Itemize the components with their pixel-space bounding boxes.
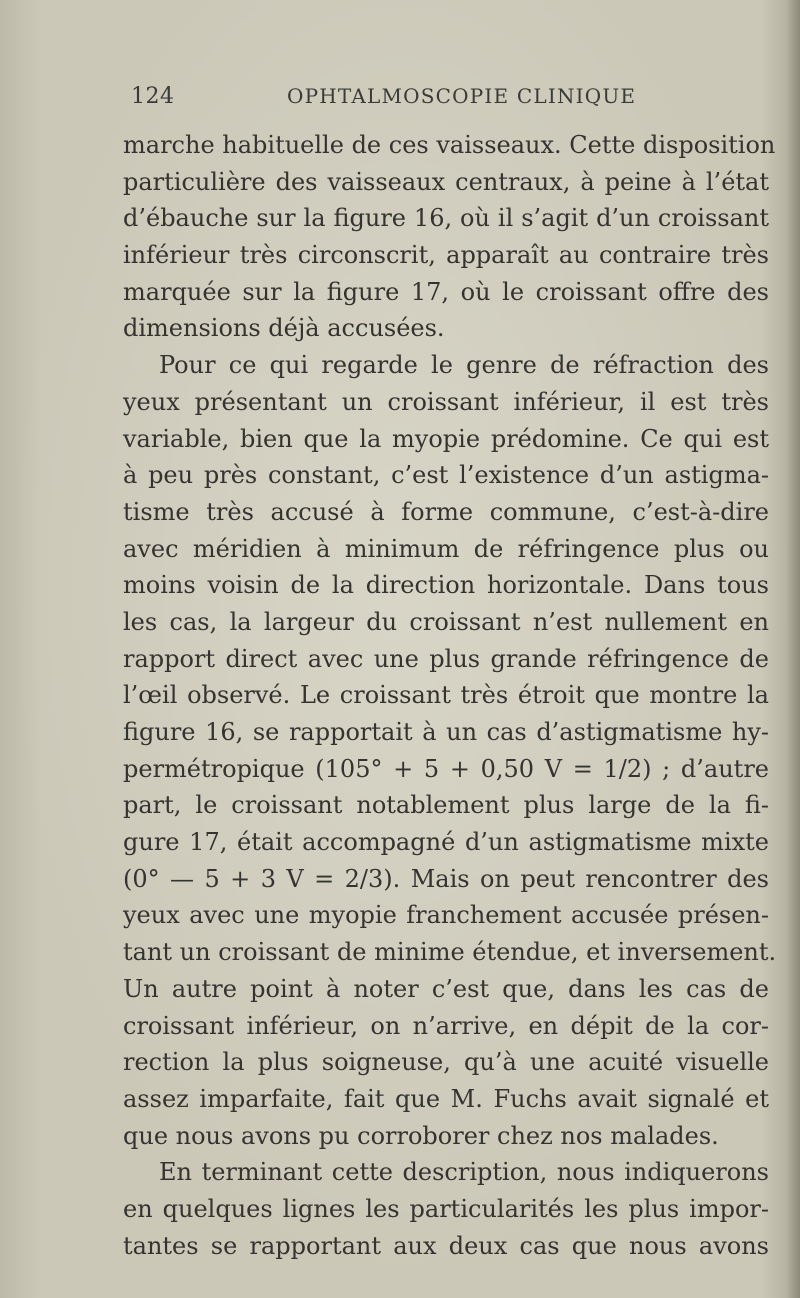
text-line: en quelques lignes les particularités les plus impor- [123,1194,769,1223]
page-number: 124 [131,84,175,109]
text-line: gure 17, était accompagné d’un astigmatisme mixte [123,828,769,857]
text-line: (0° — 5 + 3 V = 2/3). Mais on peut rencontrer des [123,864,769,893]
text-line: moins voisin de la direction horizontale. Dans tous [123,571,769,600]
text-line: inférieur très circonscrit, apparaît au contraire très [123,241,769,270]
body-text [123,127,777,1264]
text-line: l’œil observé. Le croissant très étroit que montre la [123,681,769,710]
text-line: que nous avons pu corroborer chez nos malades. [123,1121,719,1150]
running-head [0,84,800,114]
text-line: marquée sur la figure 17, où le croissant offre des [123,277,769,306]
text-line: croissant inférieur, on n’arrive, en dépit de la cor- [123,1011,769,1040]
text-line: part, le croissant notablement plus large de la fi- [123,791,769,820]
text-line: à peu près constant, c’est l’existence d’un astigma- [123,461,769,490]
text-line: Un autre point à noter c’est que, dans les cas de [123,974,769,1003]
text-line: yeux présentant un croissant inférieur, il est très [123,387,769,416]
text-line: les cas, la largeur du croissant n’est nullement en [123,607,769,636]
text-line: yeux avec une myopie franchement accusée présen- [123,901,769,930]
text-line: permétropique (105° + 5 + 0,50 V = 1/2) ; d’autre [123,754,769,783]
text-line: rection la plus soigneuse, qu’à une acuité visuelle [123,1048,769,1077]
text-line: Pour ce qui regarde le genre de réfraction des [159,351,769,380]
text-line: tisme très accusé à forme commune, c’est-à-dire [123,497,769,526]
text-line: marche habituelle de ces vaisseaux. Cette disposition [123,131,776,159]
text-line: tantes se rapportant aux deux cas que nous avons [123,1231,769,1260]
text-line: En terminant cette description, nous indiquerons [159,1158,769,1187]
text-line: d’ébauche sur la figure 16, où il s’agit d’un croissant [123,204,769,233]
text-line: figure 16, se rapportait à un cas d’astigmatisme hy- [123,718,769,746]
running-title: OPHTALMOSCOPIE CLINIQUE [287,84,637,108]
text-line: variable, bien que la myopie prédomine. Ce qui est [123,424,769,453]
text-line: assez imparfaite, fait que M. Fuchs avait signalé et [123,1084,769,1113]
page-edge-shadow [786,0,800,1298]
text-line: tant un croissant de minime étendue, et inversement. [123,938,777,967]
text-line: rapport direct avec une plus grande réfringence de [123,644,769,673]
text-line: avec méridien à minimum de réfringence plus ou [123,534,769,563]
text-line: particulière des vaisseaux centraux, à peine à l’état [123,167,769,196]
text-line: dimensions déjà accusées. [123,314,445,343]
